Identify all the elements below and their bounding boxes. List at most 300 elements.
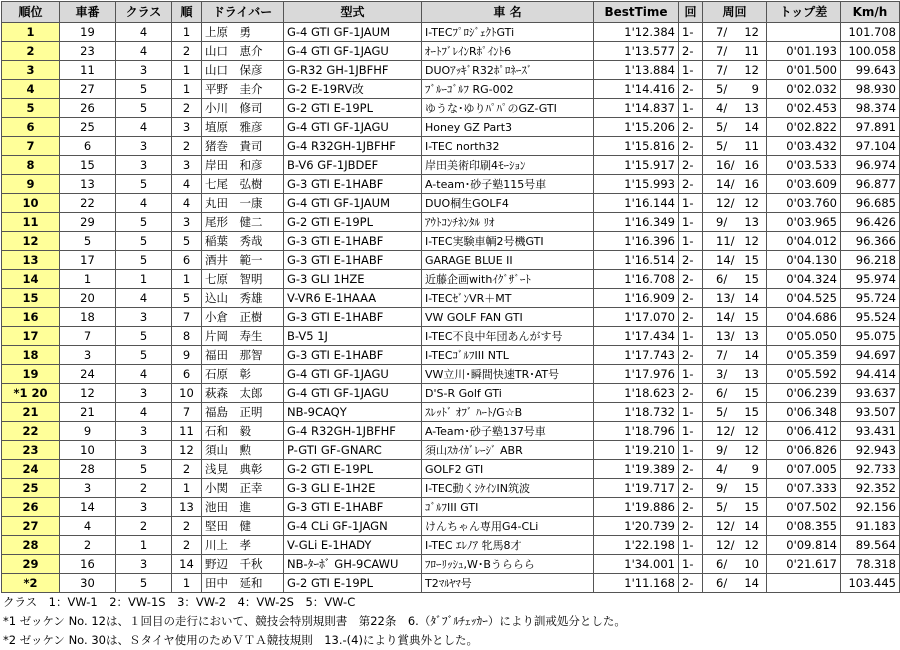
class-number: 3 (116, 308, 172, 327)
best-time: 1'19.210 (594, 441, 679, 460)
laps-best: 12/ (716, 423, 735, 438)
car-name: 岸田美術印刷4ﾓｰｼｮﾝ (422, 156, 594, 175)
speed-kmh: 97.104 (841, 137, 900, 156)
class-number: 5 (116, 232, 172, 251)
driver-name: 稲葉 秀哉 (202, 232, 284, 251)
car-number: 4 (60, 517, 116, 536)
table-row (2, 536, 900, 555)
laps-total: 12 (744, 537, 759, 552)
laps-total: 13 (744, 214, 759, 229)
result-position: 10 (2, 194, 60, 213)
result-position: 23 (2, 441, 60, 460)
result-position: 26 (2, 498, 60, 517)
class-order: 2 (172, 42, 202, 61)
car-number: 16 (60, 555, 116, 574)
speed-kmh: 96.426 (841, 213, 900, 232)
car-model: G-2 E-19RV改 (284, 80, 422, 99)
table-row (2, 555, 900, 574)
car-name: I-TECﾌﾟﾛｼﾞｪｸﾄGTi (422, 23, 594, 42)
table-row (2, 175, 900, 194)
laps-completed (703, 251, 767, 270)
gap-to-top: 0'01.193 (767, 42, 841, 61)
car-name: ｽﾚｯﾄﾞ ｵﾌﾞ ﾊｰﾄ/G☆B (422, 403, 594, 422)
result-position: *2 (2, 574, 60, 593)
driver-name: 込山 秀雄 (202, 289, 284, 308)
car-name: ﾌﾛｰﾘｯｼｭ,W･Bうららら (422, 555, 594, 574)
class-number: 4 (116, 118, 172, 137)
car-model: G-4 GTI GF-1JAGU (284, 118, 422, 137)
laps-best: 9/ (716, 214, 728, 229)
laps-total: 14 (744, 290, 759, 305)
laps-total: 11 (744, 138, 759, 153)
laps-best: 7/ (716, 24, 728, 39)
car-name: I-TEC動くｼｹｲﾝIN筑波 (422, 479, 594, 498)
gap-to-top: 0'03.533 (767, 156, 841, 175)
car-number: 11 (60, 61, 116, 80)
best-time: 1'13.577 (594, 42, 679, 61)
gap-to-top: 0'04.686 (767, 308, 841, 327)
driver-name: 猪巻 貴司 (202, 137, 284, 156)
driver-name: 田中 延和 (202, 574, 284, 593)
table-row (2, 441, 900, 460)
table-row (2, 346, 900, 365)
table-row (2, 403, 900, 422)
car-number: 9 (60, 422, 116, 441)
laps-total: 9 (751, 81, 759, 96)
class-number: 1 (116, 270, 172, 289)
class-order: 3 (172, 156, 202, 175)
driver-name: 浅見 典彰 (202, 460, 284, 479)
best-lap: 2- (679, 80, 703, 99)
laps-best: 14/ (716, 176, 735, 191)
laps-best: 5/ (716, 404, 728, 419)
col-header-laps: 周回 (703, 2, 767, 23)
speed-kmh: 96.877 (841, 175, 900, 194)
speed-kmh: 93.431 (841, 422, 900, 441)
col-header-model: 型式 (284, 2, 422, 23)
class-number: 3 (116, 61, 172, 80)
laps-best: 7/ (716, 347, 728, 362)
car-name: DUOｱｯｷﾞR32ﾎﾟﾛﾈｰｽﾞ (422, 61, 594, 80)
gap-to-top: 0'08.355 (767, 517, 841, 536)
laps-completed (703, 213, 767, 232)
laps-completed (703, 327, 767, 346)
result-position: 1 (2, 23, 60, 42)
driver-name: 小関 正幸 (202, 479, 284, 498)
class-order: 3 (172, 213, 202, 232)
laps-completed (703, 99, 767, 118)
table-row (2, 42, 900, 61)
result-position: 14 (2, 270, 60, 289)
class-number: 5 (116, 574, 172, 593)
driver-name: 野辺 千秋 (202, 555, 284, 574)
best-time: 1'17.976 (594, 365, 679, 384)
laps-best: 7/ (716, 62, 728, 77)
laps-best: 12/ (716, 537, 735, 552)
car-name: I-TEC ｴﾚﾉｱ 牝馬8才 (422, 536, 594, 555)
best-time: 1'18.732 (594, 403, 679, 422)
note-2: *2 ゼッケン No. 30は、Ｓタイヤ使用のためＶＴＡ競技規則 13.-(4)により賞典外とした。 (3, 633, 478, 647)
car-name: A-team･砂子塾115号車 (422, 175, 594, 194)
best-lap: 1- (679, 61, 703, 80)
car-name: 須山ｽｶｲｶﾞﾚｰｼﾞ ABR (422, 441, 594, 460)
driver-name: 七原 智明 (202, 270, 284, 289)
best-lap: 2- (679, 346, 703, 365)
class-order: 4 (172, 194, 202, 213)
car-name: I-TECｺﾞﾙﾌIII NTL (422, 346, 594, 365)
speed-kmh: 92.352 (841, 479, 900, 498)
car-number: 14 (60, 498, 116, 517)
gap-to-top: 0'03.965 (767, 213, 841, 232)
table-row (2, 422, 900, 441)
best-lap: 1- (679, 194, 703, 213)
table-row (2, 194, 900, 213)
car-number: 23 (60, 42, 116, 61)
car-number: 29 (60, 213, 116, 232)
laps-best: 6/ (716, 271, 728, 286)
best-time: 1'15.993 (594, 175, 679, 194)
laps-total: 14 (744, 518, 759, 533)
class-number: 3 (116, 498, 172, 517)
car-model: V-VR6 E-1HAAA (284, 289, 422, 308)
gap-to-top: 0'05.359 (767, 346, 841, 365)
laps-best: 12/ (716, 195, 735, 210)
best-time: 1'16.909 (594, 289, 679, 308)
class-order: 1 (172, 23, 202, 42)
gap-to-top: 0'02.032 (767, 80, 841, 99)
col-header-best: BestTime (594, 2, 679, 23)
results-table (1, 1, 900, 593)
class-number: 5 (116, 175, 172, 194)
laps-completed (703, 137, 767, 156)
laps-total: 14 (744, 575, 759, 590)
best-time: 1'22.198 (594, 536, 679, 555)
table-row (2, 479, 900, 498)
result-position: 5 (2, 99, 60, 118)
class-number: 5 (116, 80, 172, 99)
gap-to-top: 0'03.609 (767, 175, 841, 194)
best-lap: 1- (679, 99, 703, 118)
class-number: 3 (116, 555, 172, 574)
car-number: 24 (60, 365, 116, 384)
laps-total: 14 (744, 119, 759, 134)
class-order: 4 (172, 175, 202, 194)
car-name: VW立川･瞬間快速TR･AT号 (422, 365, 594, 384)
class-legend: クラス 1：VW-1 2：VW-1S 3：VW-2 4：VW-2S 5：VW-C (3, 595, 356, 609)
laps-best: 14/ (716, 252, 735, 267)
laps-completed (703, 289, 767, 308)
best-lap: 1- (679, 403, 703, 422)
class-number: 3 (116, 422, 172, 441)
class-number: 2 (116, 479, 172, 498)
best-lap: 2- (679, 498, 703, 517)
speed-kmh: 95.724 (841, 289, 900, 308)
best-time: 1'16.349 (594, 213, 679, 232)
car-name: けんちゃん専用G4-CLi (422, 517, 594, 536)
car-model: G-R32 GH-1JBFHF (284, 61, 422, 80)
best-time: 1'17.743 (594, 346, 679, 365)
car-number: 5 (60, 232, 116, 251)
driver-name: 萩森 太郎 (202, 384, 284, 403)
result-position: 2 (2, 42, 60, 61)
class-order: 2 (172, 460, 202, 479)
car-number: 3 (60, 479, 116, 498)
laps-total: 15 (744, 309, 759, 324)
gap-to-top: 0'02.453 (767, 99, 841, 118)
best-lap: 2- (679, 289, 703, 308)
gap-to-top: 0'02.822 (767, 118, 841, 137)
car-model: G-4 GTI GF-1JAGU (284, 384, 422, 403)
result-position: 4 (2, 80, 60, 99)
gap-to-top: 0'07.005 (767, 460, 841, 479)
speed-kmh: 96.366 (841, 232, 900, 251)
best-time: 1'19.717 (594, 479, 679, 498)
table-row (2, 232, 900, 251)
car-name: GARAGE BLUE II (422, 251, 594, 270)
driver-name: 山口 保彦 (202, 61, 284, 80)
laps-total: 15 (744, 252, 759, 267)
best-time: 1'17.070 (594, 308, 679, 327)
laps-completed (703, 156, 767, 175)
class-order: 1 (172, 270, 202, 289)
gap-to-top (767, 23, 841, 42)
speed-kmh: 92.943 (841, 441, 900, 460)
header-row (2, 2, 900, 23)
laps-total: 15 (744, 385, 759, 400)
laps-completed (703, 61, 767, 80)
car-model: G-4 R32GH-1JBFHF (284, 422, 422, 441)
best-lap: 2- (679, 175, 703, 194)
gap-to-top: 0'07.333 (767, 479, 841, 498)
best-time: 1'12.384 (594, 23, 679, 42)
col-header-driver: ドライバー (202, 2, 284, 23)
speed-kmh: 96.685 (841, 194, 900, 213)
car-number: 27 (60, 80, 116, 99)
driver-name: 堅田 健 (202, 517, 284, 536)
col-header-lap: 回 (679, 2, 703, 23)
col-header-car: 車 名 (422, 2, 594, 23)
table-row (2, 251, 900, 270)
best-time: 1'19.389 (594, 460, 679, 479)
laps-completed (703, 308, 767, 327)
speed-kmh: 95.524 (841, 308, 900, 327)
laps-completed (703, 80, 767, 99)
note-1: *1 ゼッケン No. 12は、１回目の走行において、競技会特別規則書 第22条 6.（ﾀﾞﾌﾞﾙﾁｪｯｶｰ）により訓戒処分とした。 (3, 614, 626, 628)
result-position: 15 (2, 289, 60, 308)
class-order: 10 (172, 384, 202, 403)
table-row (2, 61, 900, 80)
class-number: 4 (116, 365, 172, 384)
car-number: 6 (60, 137, 116, 156)
laps-total: 14 (744, 347, 759, 362)
car-number: 18 (60, 308, 116, 327)
results-sheet (1, 1, 900, 650)
driver-name: 七尾 弘樹 (202, 175, 284, 194)
class-order: 13 (172, 498, 202, 517)
car-model: B-V5 1J (284, 327, 422, 346)
laps-total: 15 (744, 499, 759, 514)
car-model: G-3 GTI E-1HABF (284, 251, 422, 270)
laps-best: 5/ (716, 499, 728, 514)
table-row (2, 99, 900, 118)
best-time: 1'16.708 (594, 270, 679, 289)
best-lap: 1- (679, 555, 703, 574)
result-position: 21 (2, 403, 60, 422)
car-model: G-3 GTI E-1HABF (284, 346, 422, 365)
car-model: P-GTI GF-GNARC (284, 441, 422, 460)
class-order: 12 (172, 441, 202, 460)
car-model: V-GLi E-1HADY (284, 536, 422, 555)
table-row (2, 384, 900, 403)
speed-kmh: 93.637 (841, 384, 900, 403)
car-model: G-4 GTI GF-1JAUM (284, 194, 422, 213)
best-time: 1'14.416 (594, 80, 679, 99)
class-number: 4 (116, 194, 172, 213)
result-position: 8 (2, 156, 60, 175)
car-model: G-3 GLI 1HZE (284, 270, 422, 289)
laps-best: 5/ (716, 81, 728, 96)
class-number: 4 (116, 289, 172, 308)
speed-kmh: 100.058 (841, 42, 900, 61)
result-position: 18 (2, 346, 60, 365)
car-name: DUO桐生GOLF4 (422, 194, 594, 213)
class-number: 3 (116, 441, 172, 460)
best-time: 1'16.396 (594, 232, 679, 251)
gap-to-top: 0'05.592 (767, 365, 841, 384)
car-name: ゆうな･ゆりﾊﾟﾊﾟのGZ-GTI (422, 99, 594, 118)
class-order: 2 (172, 99, 202, 118)
laps-completed (703, 479, 767, 498)
best-lap: 1- (679, 232, 703, 251)
laps-total: 12 (744, 423, 759, 438)
class-order: 6 (172, 251, 202, 270)
best-lap: 1- (679, 536, 703, 555)
gap-to-top: 0'06.826 (767, 441, 841, 460)
table-row (2, 365, 900, 384)
best-time: 1'34.001 (594, 555, 679, 574)
laps-best: 3/ (716, 366, 728, 381)
speed-kmh: 101.708 (841, 23, 900, 42)
best-lap: 2- (679, 118, 703, 137)
gap-to-top: 0'04.525 (767, 289, 841, 308)
laps-completed (703, 517, 767, 536)
car-name: I-TEC実験車輌2号機GTI (422, 232, 594, 251)
laps-completed (703, 384, 767, 403)
driver-name: 酒井 範一 (202, 251, 284, 270)
class-number: 5 (116, 251, 172, 270)
table-row (2, 574, 900, 593)
best-time: 1'16.514 (594, 251, 679, 270)
gap-to-top: 0'09.814 (767, 536, 841, 555)
speed-kmh: 98.930 (841, 80, 900, 99)
laps-best: 13/ (716, 290, 735, 305)
best-time: 1'18.623 (594, 384, 679, 403)
car-number: 19 (60, 23, 116, 42)
table-row (2, 137, 900, 156)
laps-completed (703, 365, 767, 384)
car-number: 12 (60, 384, 116, 403)
table-row (2, 289, 900, 308)
result-position: 6 (2, 118, 60, 137)
best-time: 1'15.816 (594, 137, 679, 156)
class-order: 9 (172, 346, 202, 365)
driver-name: 池田 進 (202, 498, 284, 517)
laps-completed (703, 232, 767, 251)
car-model: NB-ﾀｰﾎﾞ GH-9CAWU (284, 555, 422, 574)
car-number: 26 (60, 99, 116, 118)
car-name: D'S-R Golf GTi (422, 384, 594, 403)
driver-name: 福田 那智 (202, 346, 284, 365)
result-position: 22 (2, 422, 60, 441)
best-lap: 1- (679, 441, 703, 460)
class-order: 1 (172, 80, 202, 99)
driver-name: 小倉 正樹 (202, 308, 284, 327)
best-lap: 1- (679, 422, 703, 441)
car-number: 2 (60, 536, 116, 555)
car-model: G-2 GTI E-19PL (284, 460, 422, 479)
driver-name: 石原 彰 (202, 365, 284, 384)
car-model: G-3 GLI E-1H2E (284, 479, 422, 498)
class-order: 2 (172, 536, 202, 555)
col-header-class: クラス (116, 2, 172, 23)
table-row (2, 498, 900, 517)
result-position: 24 (2, 460, 60, 479)
laps-total: 12 (744, 442, 759, 457)
laps-completed (703, 194, 767, 213)
speed-kmh: 92.156 (841, 498, 900, 517)
class-order: 3 (172, 118, 202, 137)
best-time: 1'19.886 (594, 498, 679, 517)
table-row (2, 270, 900, 289)
class-order: 7 (172, 308, 202, 327)
class-order: 8 (172, 327, 202, 346)
car-number: 20 (60, 289, 116, 308)
best-time: 1'13.884 (594, 61, 679, 80)
laps-best: 5/ (716, 119, 728, 134)
laps-completed (703, 498, 767, 517)
car-number: 22 (60, 194, 116, 213)
car-name: 近藤企画withｲｸﾞｻﾞｰﾄ (422, 270, 594, 289)
laps-completed (703, 536, 767, 555)
speed-kmh: 93.507 (841, 403, 900, 422)
col-header-no: 車番 (60, 2, 116, 23)
laps-best: 16/ (716, 157, 735, 172)
class-order: 2 (172, 517, 202, 536)
class-number: 5 (116, 99, 172, 118)
car-name: GOLF2 GTI (422, 460, 594, 479)
car-model: G-4 GTI GF-1JAGU (284, 365, 422, 384)
speed-kmh: 94.414 (841, 365, 900, 384)
car-model: B-V6 GF-1JBDEF (284, 156, 422, 175)
laps-best: 4/ (716, 461, 728, 476)
driver-name: 岸田 和彦 (202, 156, 284, 175)
col-header-gap: トップ差 (767, 2, 841, 23)
car-name: I-TECｾﾞﾝVR＋MT (422, 289, 594, 308)
laps-completed (703, 403, 767, 422)
class-number: 3 (116, 137, 172, 156)
driver-name: 丸田 一康 (202, 194, 284, 213)
result-position: 13 (2, 251, 60, 270)
best-time: 1'15.206 (594, 118, 679, 137)
speed-kmh: 91.183 (841, 517, 900, 536)
table-row (2, 460, 900, 479)
gap-to-top: 0'06.348 (767, 403, 841, 422)
notes (1, 593, 900, 650)
car-number: 7 (60, 327, 116, 346)
class-number: 4 (116, 42, 172, 61)
laps-completed (703, 441, 767, 460)
car-name: ｺﾞﾙﾌIII GTI (422, 498, 594, 517)
